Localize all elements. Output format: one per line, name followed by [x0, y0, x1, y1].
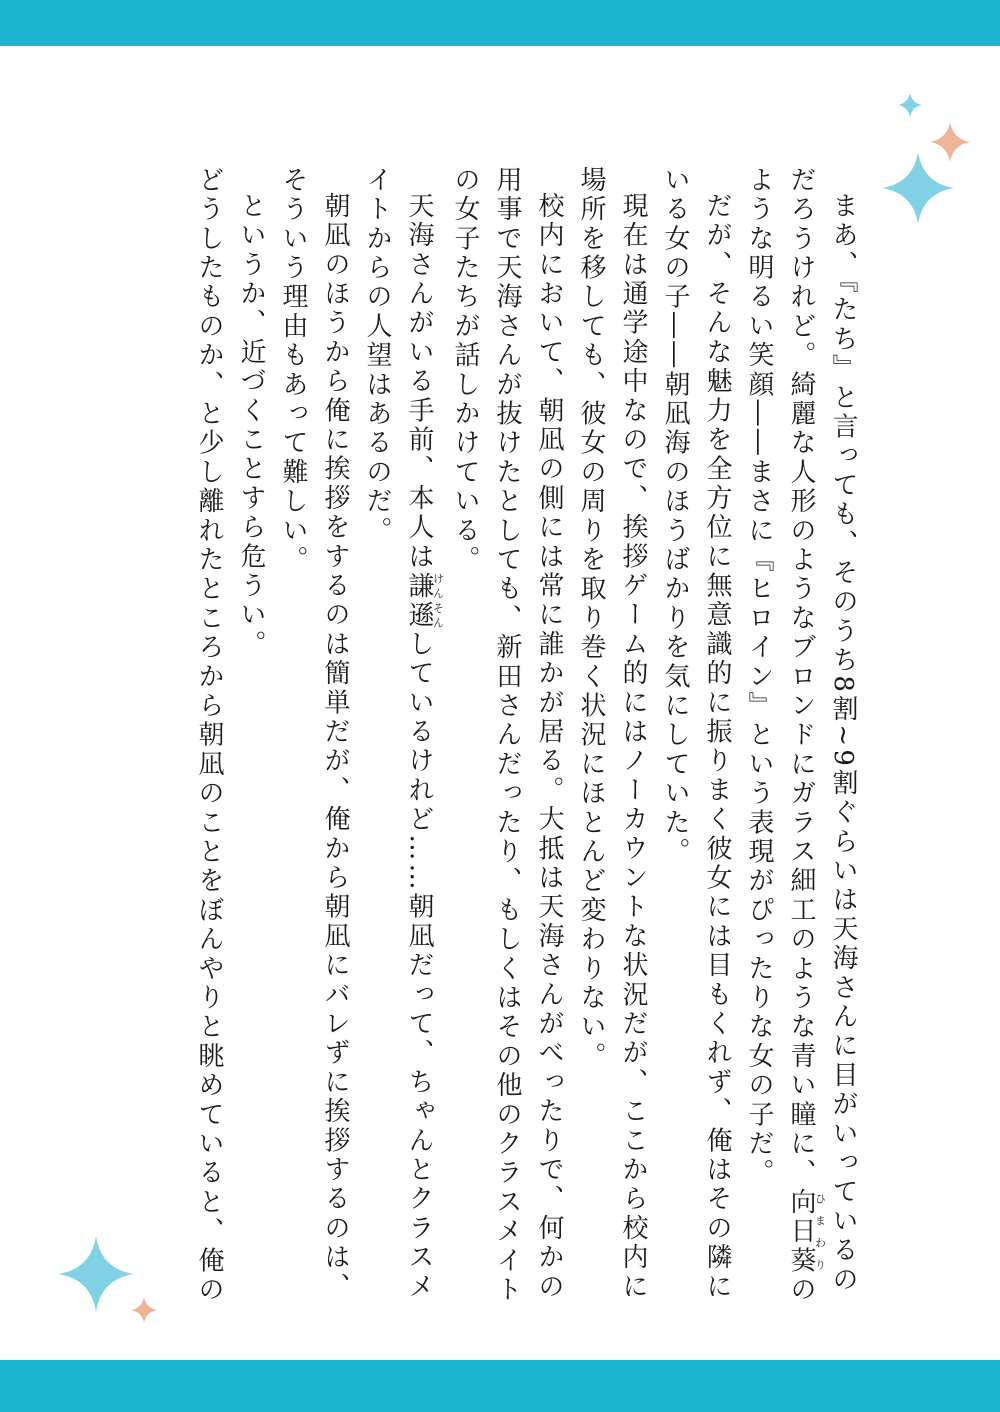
sparkle-blue-icon: [56, 1234, 136, 1314]
text-run: 校内において、朝凪の側には常に誰かが居る。大抵は天海さんがべったりで、何かの用事で天海さんが抜けたとしても、新田さんだったり、もしくはその他のクラスメイトの女子たちが話しかけている。: [450, 166, 564, 1305]
text-run: しているけれど……朝凪だって、ちゃんとクラスメイトからの人望はあるのだ。: [362, 166, 434, 1302]
text-run: どうしたものか、と少し離れたところから朝凪のことをぼんやりと眺めていると、俺の: [194, 166, 224, 1305]
ruby-annotation: [786, 1188, 827, 1276]
ruby-annotation: [404, 571, 445, 631]
ruby-reading: けんそん: [431, 571, 445, 631]
ruby-base: 向日葵: [786, 1188, 816, 1276]
text-run: というか、近づくことすら危うい。: [236, 192, 266, 660]
paragraph: [230, 166, 272, 1306]
text-run: のような明るい笑顔――まさに『ヒロイン』という表現がぴったりな女の子だ。: [744, 166, 816, 1305]
text-run: 現在は通学途中なので、挨拶ゲーム的にはノーカウントな状況だが、ここから校内に場所を移しても、彼女の周りを取り巻く状況にほとんど変わりない。: [576, 166, 648, 1302]
paragraph: [570, 166, 654, 1306]
paragraph: [188, 166, 230, 1306]
text-run: 朝凪のほうから俺に挨拶をするのは簡単だが、俺から朝凪にバレずに挨拶するのは、そういう理由もあって難しい。: [278, 166, 350, 1302]
novel-page-text: [134, 166, 864, 1306]
top-color-band: [0, 0, 1000, 46]
sparkle-blue-icon: [897, 92, 923, 118]
paragraph: [654, 166, 738, 1306]
ruby-reading: ひまわり: [813, 1188, 827, 1276]
paragraph: [738, 166, 864, 1306]
ruby-base: 謙遜: [404, 571, 434, 631]
paragraph: [272, 166, 356, 1306]
text-run: だが、そんな魅力を全方位に無意識的に振りまく彼女には目もくれず、俺はその隣にいる女の子――朝凪海のほうばかりを気にしていた。: [660, 166, 732, 1302]
paragraph: [444, 166, 570, 1306]
text-run: まあ、『たち』と言っても、そのうち8割~9割ぐらいは天海さんに目がいっているのだろうけれど。綺麗な人形のようなブロンドにガラス細工のような青い瞳に、: [786, 166, 858, 1295]
paragraph: [356, 166, 444, 1306]
bottom-color-band: [0, 1360, 1000, 1412]
text-run: 天海さんがいる手前、本人は: [404, 192, 434, 572]
sparkle-blue-icon: [880, 150, 956, 226]
